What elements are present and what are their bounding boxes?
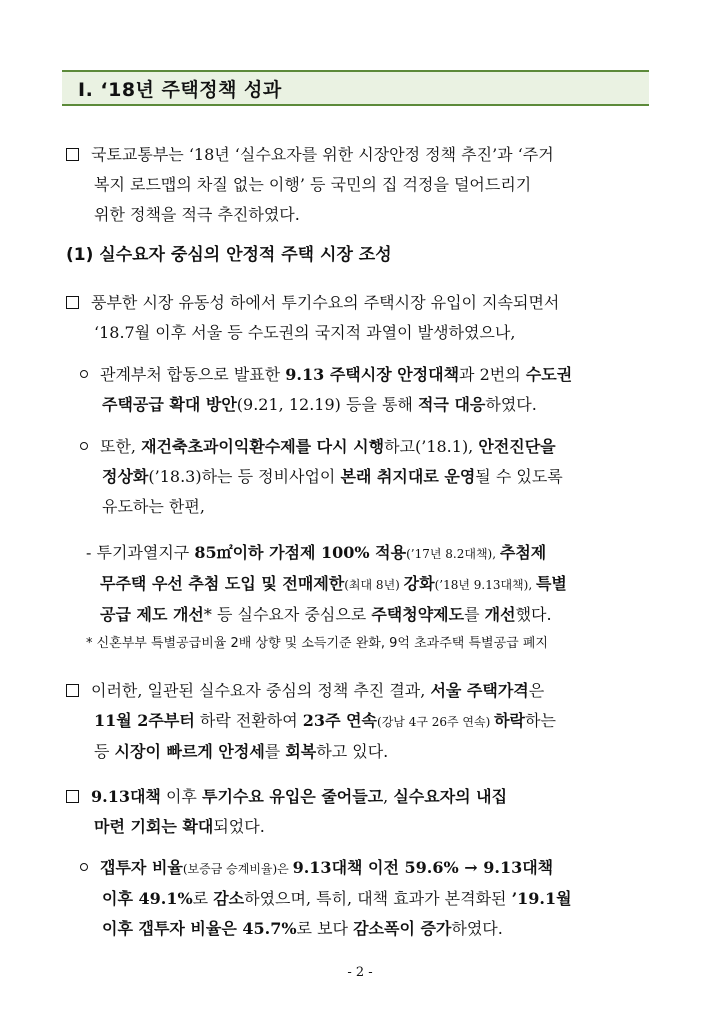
b1-text: (9.21, 12.19) 등을 통해 <box>236 395 418 414</box>
b2-text: 또한, <box>100 437 142 456</box>
p2-text: 를 <box>264 742 286 761</box>
d1-bold: 추첨제 <box>499 543 547 562</box>
d1-bold: 특별 <box>535 574 567 593</box>
subsection-title: (1) 실수요자 중심의 안정적 주택 시장 조성 <box>66 245 392 265</box>
d1-small: (’17년 8.2대책), <box>406 547 500 561</box>
b3-bold: 감소 <box>213 889 245 908</box>
p1-line-2: ‘18.7월 이후 서울 등 수도권의 국지적 과열이 발생하였으나, <box>94 323 516 342</box>
d1-bold: 85㎡이하 가점제 100% 적용 <box>194 543 407 562</box>
d1-text: * 등 실수요자 중심으로 <box>203 605 372 624</box>
p2-bold: 시장이 빠르게 안정세 <box>114 742 265 761</box>
d1-bold: 개선 <box>484 605 516 624</box>
d1-text: 투기과열지구 <box>96 543 195 562</box>
checkbox-square-icon <box>66 790 79 803</box>
checkbox-square-icon <box>66 296 79 309</box>
p3-bold: 실수요자의 내집 <box>393 787 508 806</box>
b2-bold: 재건축초과이익환수제를 다시 시행 <box>141 437 385 456</box>
d1-text: 했다. <box>515 605 552 624</box>
b2-text: 유도하는 한편, <box>102 497 205 516</box>
b3-bold: 갭투자 비율 <box>100 858 183 877</box>
p3-bold: 투기수요 유입은 줄어들고 <box>201 787 384 806</box>
p3-text: , <box>383 787 394 806</box>
b3-bold: 이후 갭투자 비율은 45.7% <box>102 919 297 938</box>
p2-bold: 회복 <box>285 742 317 761</box>
b3-bold: ’19.1월 <box>511 889 572 908</box>
b1-text: 관계부처 합동으로 발표한 <box>100 365 286 384</box>
b1-bold: 적극 대응 <box>417 395 486 414</box>
b1-text: 과 2번의 <box>459 365 526 384</box>
b2-bold: 정상화 <box>102 467 149 486</box>
d1-bold: 공급 제도 개선 <box>100 605 204 624</box>
checkbox-square-icon <box>66 148 79 161</box>
p2-bold: 23주 연속 <box>302 711 378 730</box>
section-heading-text: Ⅰ. ‘18년 주택정책 성과 <box>78 78 282 101</box>
p3-bold: 마련 기회는 확대 <box>94 817 214 836</box>
intro-line-1: 국토교통부는 ‘18년 ‘실수요자를 위한 시장안정 정책 추진’과 ‘주거 <box>91 145 554 164</box>
p3-text: 이후 <box>160 787 202 806</box>
intro-line-3: 위한 정책을 적극 추진하였다. <box>94 205 300 224</box>
b1-bold: 9.13 주택시장 안정대책 <box>285 365 460 384</box>
footnote: * 신혼부부 특별공급비율 2배 상향 및 소득기준 완화, 9억 초과주택 특별공급 폐지 <box>86 636 548 651</box>
b2-bold: 안전진단을 <box>478 437 556 456</box>
b3-text: 로 <box>192 889 214 908</box>
checkbox-square-icon <box>66 684 79 697</box>
d1-bold: 강화 <box>403 574 435 593</box>
bullet-circle-icon <box>80 863 88 871</box>
intro-paragraph <box>66 140 656 230</box>
d1-small: (’18년 9.13대책), <box>434 578 536 592</box>
p2-text: 이러한, 일관된 실수요자 중심의 정책 추진 결과, <box>91 681 431 700</box>
p3-bold: 9.13대책 <box>91 787 161 806</box>
bullet-circle-icon <box>80 370 88 378</box>
paragraph-results <box>66 676 656 767</box>
p2-bold: 11월 2주부터 <box>94 711 195 730</box>
p2-text: 등 <box>94 742 115 761</box>
p1-line-1: 풍부한 시장 유동성 하에서 투기수요의 주택시장 유입이 지속되면서 <box>91 293 560 312</box>
p2-text: 은 <box>528 681 545 700</box>
b3-bold: 감소폭이 증가 <box>353 919 452 938</box>
d1-small: (최대 8년) <box>344 578 404 592</box>
p2-text: 하락 전환하여 <box>194 711 303 730</box>
b1-bold: 수도권 <box>525 365 573 384</box>
b2-bold: 본래 취지대로 운영 <box>340 467 476 486</box>
bullet-reconstruction <box>80 432 660 522</box>
b2-text: 하고(’18.1), <box>384 437 479 456</box>
p2-bold: 서울 주택가격 <box>430 681 529 700</box>
b3-text: 하였으며, 특히, 대책 효과가 본격화된 <box>244 889 512 908</box>
p2-bold: 하락 <box>494 711 526 730</box>
b3-bold: 9.13대책 이전 59.6% → 9.13대책 <box>292 858 554 877</box>
b3-text: 하였다. <box>451 919 503 938</box>
p2-text: 하고 있다. <box>316 742 389 761</box>
b3-bold: 이후 49.1% <box>102 889 193 908</box>
b3-small: (보증금 승계비율)은 <box>182 862 293 876</box>
p2-text: 하는 <box>525 711 556 730</box>
bullet-gap-investment <box>80 853 660 944</box>
b2-text: (’18.3)하는 등 정비사업이 <box>148 467 341 486</box>
p2-small: (강남 4구 26주 연속) <box>377 715 495 729</box>
b2-text: 될 수 있도록 <box>475 467 563 486</box>
dash-mark: - <box>86 543 97 562</box>
p3-text: 되었다. <box>213 817 265 836</box>
paragraph-speculation <box>66 782 656 842</box>
page-number: - 2 - <box>347 965 373 980</box>
section-heading <box>62 70 649 106</box>
bullet-circle-icon <box>80 442 88 450</box>
intro-line-2: 복지 로드맵의 차질 없는 이행’ 등 국민의 집 걱정을 덜어드리기 <box>94 175 532 194</box>
b1-text: 하였다. <box>485 395 537 414</box>
b3-text: 로 보다 <box>296 919 354 938</box>
paragraph-liquidity <box>66 288 656 348</box>
b1-bold: 주택공급 확대 방안 <box>102 395 237 414</box>
dash-subscription <box>86 538 660 630</box>
d1-bold: 무주택 우선 추첨 도입 및 전매제한 <box>100 574 345 593</box>
bullet-joint-measures <box>80 360 660 420</box>
d1-bold: 주택청약제도 <box>371 605 465 624</box>
d1-text: 를 <box>464 605 485 624</box>
